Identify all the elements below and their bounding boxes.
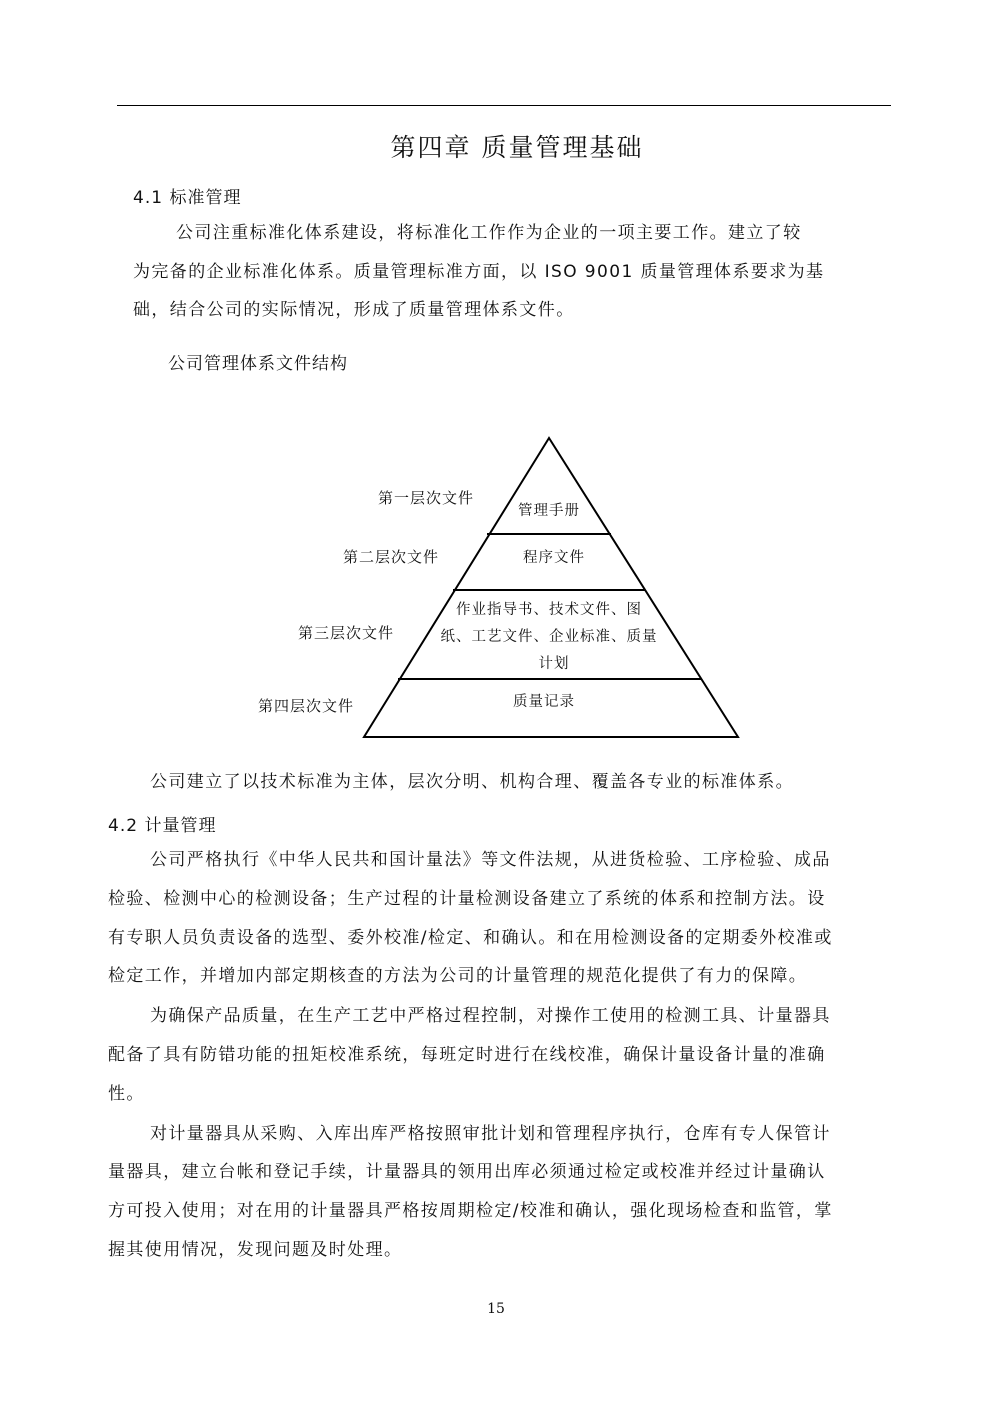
- chapter-title: 第四章 质量管理基础: [390, 133, 644, 162]
- paragraph-line: 配备了具有防错功能的扭矩校准系统，每班定时进行在线校准，确保计量设备计量的准确: [108, 1045, 826, 1065]
- closing-statement: 公司建立了以技术标准为主体，层次分明、机构合理、覆盖各专业的标准体系。: [150, 772, 794, 792]
- page-number: 15: [487, 1301, 505, 1317]
- paragraph-line: 对计量器具从采购、入库出库严格按照审批计划和管理程序执行，仓库有专人保管计: [150, 1124, 831, 1144]
- tier-text-3-line: 作业指导书、技术文件、图: [456, 602, 642, 618]
- paragraph-line: 础，结合公司的实际情况，形成了质量管理体系文件。: [133, 300, 575, 320]
- tier-text-3-line: 计划: [538, 656, 570, 672]
- tier-text-1: 管理手册: [518, 503, 580, 519]
- tier-text-3-line: 纸、工艺文件、企业标准、质量: [440, 629, 658, 645]
- diagram-caption: 公司管理体系文件结构: [168, 354, 348, 374]
- paragraph-line: 有专职人员负责设备的选型、委外校准/检定、和确认。和在用检测设备的定期委外校准或: [108, 928, 833, 948]
- paragraph-line: 检定工作，并增加内部定期核查的方法为公司的计量管理的规范化提供了有力的保障。: [108, 966, 808, 986]
- section-heading-4-2: 4.2 计量管理: [108, 816, 217, 836]
- paragraph-line: 握其使用情况，发现问题及时处理。: [108, 1240, 403, 1260]
- paragraph-line: 方可投入使用；对在用的计量器具严格按周期检定/校准和确认，强化现场检查和监管，掌: [108, 1201, 833, 1221]
- paragraph-line: 性。: [108, 1084, 145, 1104]
- paragraph-line: 为完备的企业标准化体系。质量管理标准方面，以 ISO 9001 质量管理体系要求为基: [133, 262, 825, 282]
- tier-text-4: 质量记录: [513, 694, 575, 710]
- section-heading-4-1: 4.1 标准管理: [133, 188, 242, 208]
- tier-label-1: 第一层次文件: [378, 489, 475, 507]
- tier-label-4: 第四层次文件: [258, 697, 355, 715]
- paragraph-line: 公司注重标准化体系建设，将标准化工作作为企业的一项主要工作。建立了较: [176, 223, 802, 243]
- tier-text-2: 程序文件: [523, 550, 585, 566]
- paragraph-line: 为确保产品质量，在生产工艺中严格过程控制，对操作工使用的检测工具、计量器具: [150, 1006, 831, 1026]
- paragraph-line: 公司严格执行《中华人民共和国计量法》等文件法规，从进货检验、工序检验、成品: [150, 850, 831, 870]
- paragraph-line: 量器具，建立台帐和登记手续，计量器具的领用出库必须通过检定或校准并经过计量确认: [108, 1162, 826, 1182]
- paragraph-line: 检验、检测中心的检测设备；生产过程的计量检测设备建立了系统的体系和控制方法。设: [108, 889, 826, 909]
- tier-label-3: 第三层次文件: [298, 624, 395, 642]
- tier-label-2: 第二层次文件: [343, 548, 440, 566]
